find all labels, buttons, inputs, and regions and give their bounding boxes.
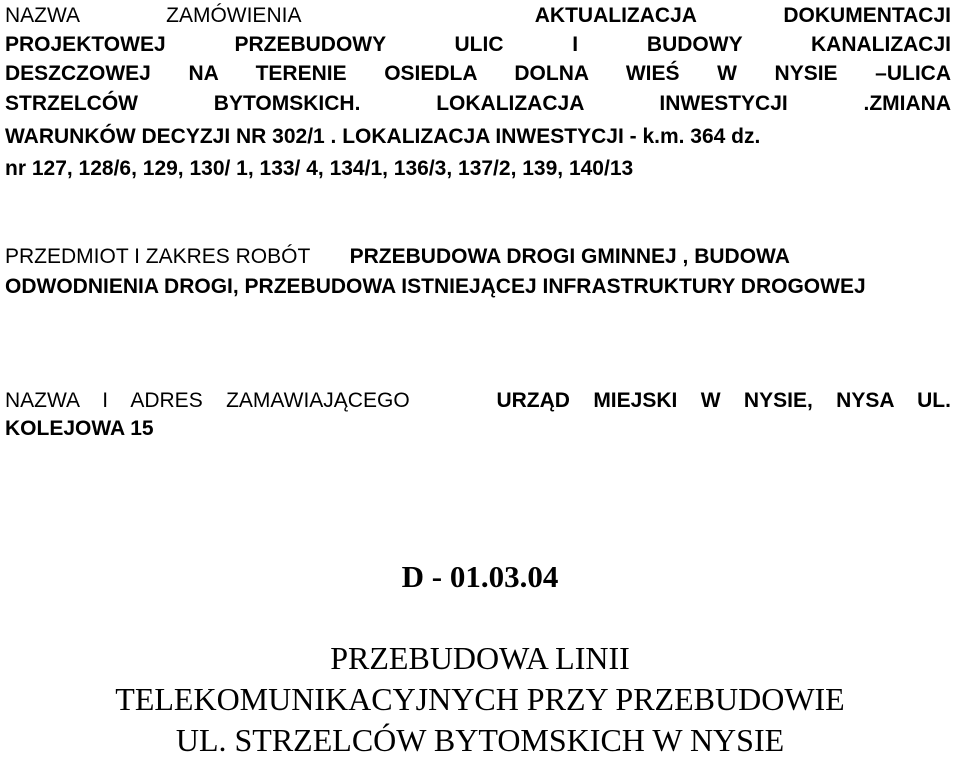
- spec-title-line-3: UL. STRZELCÓW BYTOMSKICH W NYSIE: [175, 722, 785, 758]
- order-title-line-4: STRZELCÓW BYTOMSKICH. LOKALIZACJA INWESTYCJI .ZMIANA: [5, 92, 951, 115]
- scope-description-line-2: ODWODNIENIA DROGI, PRZEBUDOWA ISTNIEJĄCEJ INFRASTRUKTURY DROGOWEJ: [5, 275, 866, 298]
- order-title-line-2: PROJEKTOWEJ PRZEBUDOWY ULIC I BUDOWY KANALIZACJI: [5, 33, 951, 56]
- client-address-line-1: URZĄD MIEJSKI W NYSIE, NYSA UL.: [496, 389, 951, 412]
- order-title-line-6: nr 127, 128/6, 129, 130/ 1, 133/ 4, 134/1, 136/3, 137/2, 139, 140/13: [5, 157, 634, 180]
- client-label: NAZWA I ADRES ZAMAWIAJĄCEGO: [5, 389, 410, 412]
- scope-line-1: [5, 242, 951, 271]
- order-title-line-3: DESZCZOWEJ NA TERENIE OSIEDLA DOLNA WIEŚ W NYSIE –ULICA: [5, 62, 951, 85]
- order-title-line-1: AKTUALIZACJA DOKUMENTACJI: [534, 4, 951, 27]
- order-label: NAZWA ZAMÓWIENIA: [5, 4, 301, 27]
- order-title-line-5: WARUNKÓW DECYZJI NR 302/1 . LOKALIZACJA INWESTYCJI - k.m. 364 dz.: [5, 125, 761, 148]
- order-line-1: [5, 1, 951, 30]
- spec-title-line-1: PRZEBUDOWA LINII: [330, 640, 630, 676]
- client-line-1: [5, 386, 951, 415]
- spec-code: D - 01.03.04: [401, 559, 559, 594]
- scope-description-line-1: PRZEBUDOWA DROGI GMINNEJ , BUDOWA: [349, 245, 790, 268]
- client-address-line-2: KOLEJOWA 15: [5, 417, 154, 440]
- scope-label: PRZEDMIOT I ZAKRES ROBÓT: [5, 245, 310, 268]
- spec-title-line-2: TELEKOMUNIKACYJNYCH PRZY PRZEBUDOWIE: [115, 681, 845, 717]
